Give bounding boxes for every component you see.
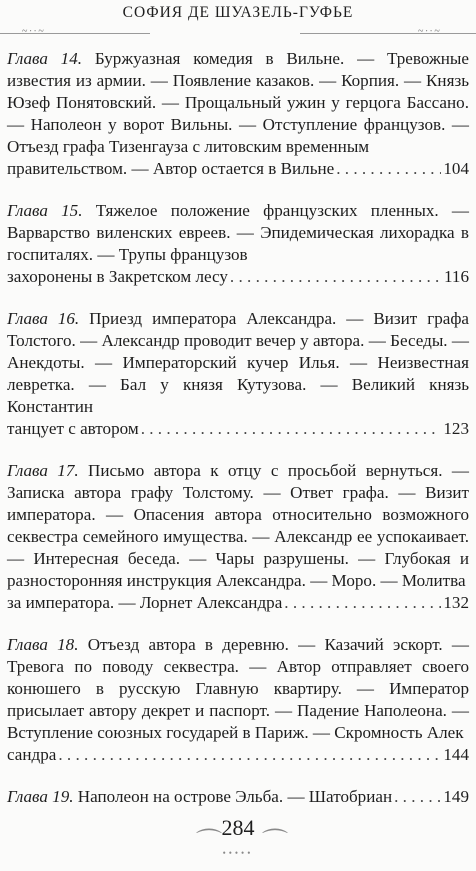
chapter-summary-end: правительством. — Автор остается в Вильне (7, 159, 335, 178)
toc-entry (7, 48, 469, 180)
toc-entry-last-line (7, 786, 469, 808)
running-header: СОФИЯ ДЕ ШУАЗЕЛЬ-ГУФЬЕ (122, 4, 354, 21)
header-ornament-left: ~∙∙~ (22, 26, 46, 37)
footer-ornament-left: ⌒ (196, 828, 223, 857)
page-reference: 116 (443, 267, 469, 286)
chapter-summary-end: танцует с автором (7, 419, 139, 438)
dot-leader (141, 418, 442, 440)
dot-leader (394, 786, 441, 808)
toc-entry (7, 634, 469, 766)
chapter-label: Глава 19. (7, 787, 74, 806)
toc-entry (7, 308, 469, 440)
toc-entry-text (7, 460, 469, 592)
toc-entry-text (7, 200, 469, 266)
toc-entry-text (7, 48, 469, 158)
chapter-summary-end: захоронены в Закретском лесу (7, 267, 228, 286)
table-of-contents (7, 48, 469, 828)
chapter-label: Глава 17. (7, 461, 79, 480)
chapter-summary-end: Наполеон на острове Эльба. — Шатобриан (73, 787, 393, 806)
header-rule-right (300, 33, 476, 34)
chapter-summary: Отъезд автора в деревню. — Казачий эскорт. — Тревога по поводу секвестра. — Автор отправляет своего конюшего в русскую Главную квартиру. — Император присылает автору декрет и паспорт. — Падение Наполеона. — Вступление союзных государей в Париж. — Скромность Алек (7, 635, 470, 742)
chapter-summary: Буржуазная комедия в Вильне. — Тревожные известия из армии. — Появление казаков. — Корпия. — Князь Юзеф Понятовский. — Прощальный ужин у герцога Бассано. — Наполеон у ворот Вильны. — Отступление французов. — Отъезд графа Тизенгаузa с литовским временным (7, 49, 469, 156)
page-number: 284 (221, 815, 255, 840)
toc-entry-last-line (7, 158, 469, 180)
toc-entry-text (7, 634, 469, 744)
toc-entry-last-line (7, 266, 469, 288)
footer-ornament-right: ⌒ (262, 828, 289, 857)
dot-leader (336, 158, 441, 180)
page-reference: 132 (443, 593, 469, 612)
header-ornament-right: ~∙∙~ (418, 26, 442, 37)
page-reference: 104 (443, 159, 469, 178)
chapter-summary: Тяжелое положение французских пленных. — Варварство виленских евреев. — Эпидемическая лихорадка в госпиталях. — Трупы французов (7, 201, 469, 264)
footer-ornament-dots: ••••• (222, 848, 254, 858)
toc-entry (7, 460, 469, 614)
toc-entry (7, 786, 469, 808)
page-footer (0, 815, 476, 841)
chapter-label: Глава 14. (7, 49, 83, 68)
page-reference: 144 (443, 745, 469, 764)
chapter-label: Глава 15. (7, 201, 83, 220)
chapter-summary: Приезд императора Александра. — Визит графа Толстого. — Александр проводит вечер у автора. — Беседы. — Анекдоты. — Императорский кучер Илья. — Неизвестная левретка. — Бал у князя Кутузова. — Великий князь Константин (7, 309, 470, 416)
chapter-summary-end: сандра (7, 745, 57, 764)
dot-leader (230, 266, 442, 288)
dot-leader (284, 592, 441, 614)
chapter-summary: Письмо автора к отцу с просьбой вернуться. — Записка автора графу Толстому. — Ответ графа. — Визит императора. — Опасения автора относительно возможного секвестра семейного имущества. — Александр ее успокаивает. — Интересная беседа. — Чары разрушены. — Глубокая и разносторонняя инструкция Александра. — Моро. — Молитва (7, 461, 469, 590)
toc-entry-last-line (7, 592, 469, 614)
page-reference: 149 (443, 787, 469, 806)
toc-entry-last-line (7, 418, 469, 440)
page-reference: 123 (443, 419, 469, 438)
toc-entry (7, 200, 469, 288)
chapter-summary-end: за императора. — Лорнет Александра (7, 593, 283, 612)
dot-leader (58, 744, 441, 766)
chapter-label: Глава 16. (7, 309, 80, 328)
toc-entry-text (7, 308, 469, 418)
toc-entry-last-line (7, 744, 469, 766)
chapter-label: Глава 18. (7, 635, 79, 654)
chapter-single-line (7, 786, 392, 808)
